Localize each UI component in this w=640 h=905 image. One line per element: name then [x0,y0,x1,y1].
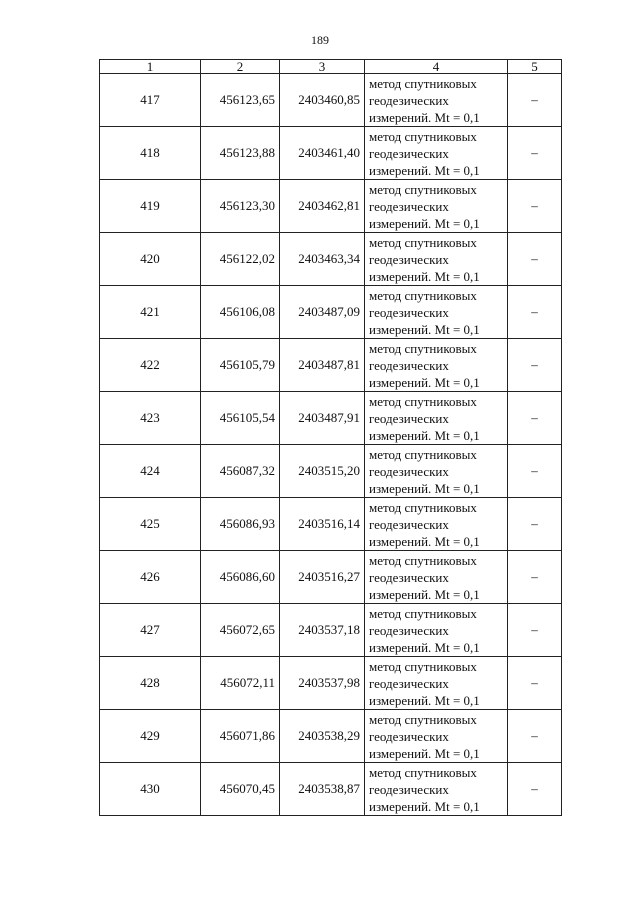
table-row [100,551,562,604]
point-number-cell: 422 [100,339,201,392]
method-cell: метод спутниковых геодезических измерений. Mt = 0,1 [365,551,508,604]
header-col-5: 5 [508,60,562,74]
y-coordinate-cell: 2403516,14 [280,498,365,551]
note-cell: – [508,339,562,392]
point-number-cell: 428 [100,657,201,710]
table-row [100,763,562,816]
note-cell: – [508,763,562,816]
table-row [100,710,562,763]
note-cell: – [508,180,562,233]
table-row [100,498,562,551]
table-header-row [100,60,562,74]
note-cell: – [508,392,562,445]
method-cell: метод спутниковых геодезических измерений. Mt = 0,1 [365,392,508,445]
point-number-cell: 417 [100,74,201,127]
table-row [100,339,562,392]
point-number-cell: 425 [100,498,201,551]
header-col-2: 2 [201,60,280,74]
method-cell: метод спутниковых геодезических измерений. Mt = 0,1 [365,339,508,392]
point-number-cell: 430 [100,763,201,816]
point-number-cell: 418 [100,127,201,180]
x-coordinate-cell: 456087,32 [201,445,280,498]
x-coordinate-cell: 456123,65 [201,74,280,127]
y-coordinate-cell: 2403537,18 [280,604,365,657]
method-cell: метод спутниковых геодезических измерений. Mt = 0,1 [365,498,508,551]
x-coordinate-cell: 456070,45 [201,763,280,816]
header-col-1: 1 [100,60,201,74]
point-number-cell: 426 [100,551,201,604]
y-coordinate-cell: 2403487,09 [280,286,365,339]
header-col-3: 3 [280,60,365,74]
y-coordinate-cell: 2403462,81 [280,180,365,233]
point-number-cell: 420 [100,233,201,286]
header-col-4: 4 [365,60,508,74]
x-coordinate-cell: 456105,79 [201,339,280,392]
note-cell: – [508,74,562,127]
x-coordinate-cell: 456086,93 [201,498,280,551]
x-coordinate-cell: 456123,88 [201,127,280,180]
table-row [100,657,562,710]
page-number: 189 [311,33,329,47]
note-cell: – [508,233,562,286]
note-cell: – [508,498,562,551]
note-cell: – [508,286,562,339]
method-cell: метод спутниковых геодезических измерений. Mt = 0,1 [365,233,508,286]
table-row [100,604,562,657]
point-number-cell: 424 [100,445,201,498]
x-coordinate-cell: 456072,11 [201,657,280,710]
point-number-cell: 421 [100,286,201,339]
method-cell: метод спутниковых геодезических измерений. Mt = 0,1 [365,286,508,339]
method-cell: метод спутниковых геодезических измерений. Mt = 0,1 [365,127,508,180]
y-coordinate-cell: 2403516,27 [280,551,365,604]
point-number-cell: 427 [100,604,201,657]
y-coordinate-cell: 2403461,40 [280,127,365,180]
note-cell: – [508,551,562,604]
y-coordinate-cell: 2403538,29 [280,710,365,763]
x-coordinate-cell: 456123,30 [201,180,280,233]
x-coordinate-cell: 456106,08 [201,286,280,339]
method-cell: метод спутниковых геодезических измерений. Mt = 0,1 [365,657,508,710]
x-coordinate-cell: 456105,54 [201,392,280,445]
method-cell: метод спутниковых геодезических измерений. Mt = 0,1 [365,445,508,498]
point-number-cell: 419 [100,180,201,233]
method-cell: метод спутниковых геодезических измерений. Mt = 0,1 [365,710,508,763]
x-coordinate-cell: 456122,02 [201,233,280,286]
y-coordinate-cell: 2403460,85 [280,74,365,127]
x-coordinate-cell: 456086,60 [201,551,280,604]
y-coordinate-cell: 2403538,87 [280,763,365,816]
note-cell: – [508,657,562,710]
note-cell: – [508,127,562,180]
table-body [100,74,562,816]
y-coordinate-cell: 2403537,98 [280,657,365,710]
x-coordinate-cell: 456071,86 [201,710,280,763]
table-row [100,286,562,339]
method-cell: метод спутниковых геодезических измерений. Mt = 0,1 [365,180,508,233]
coordinates-table [99,59,562,816]
table-row [100,127,562,180]
method-cell: метод спутниковых геодезических измерений. Mt = 0,1 [365,74,508,127]
table-row [100,233,562,286]
note-cell: – [508,710,562,763]
table-row [100,180,562,233]
note-cell: – [508,604,562,657]
table-row [100,392,562,445]
y-coordinate-cell: 2403487,91 [280,392,365,445]
method-cell: метод спутниковых геодезических измерений. Mt = 0,1 [365,763,508,816]
table-row [100,445,562,498]
x-coordinate-cell: 456072,65 [201,604,280,657]
note-cell: – [508,445,562,498]
y-coordinate-cell: 2403463,34 [280,233,365,286]
method-cell: метод спутниковых геодезических измерений. Mt = 0,1 [365,604,508,657]
table-row [100,74,562,127]
point-number-cell: 429 [100,710,201,763]
point-number-cell: 423 [100,392,201,445]
y-coordinate-cell: 2403515,20 [280,445,365,498]
y-coordinate-cell: 2403487,81 [280,339,365,392]
